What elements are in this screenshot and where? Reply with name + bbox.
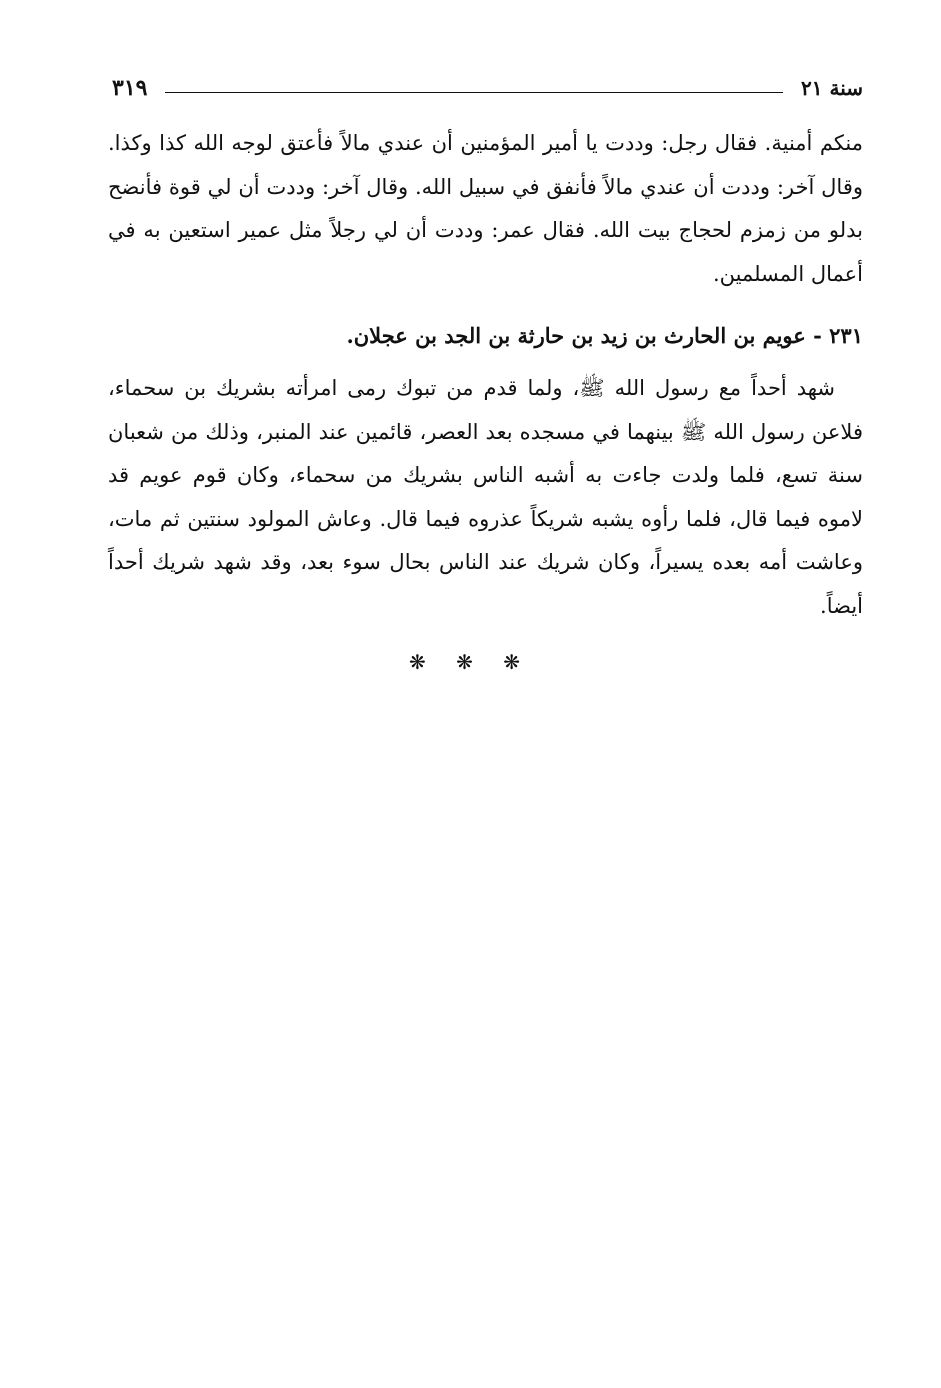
entry-heading: ٢٣١ - عويم بن الحارث بن زيد بن حارثة بن الجد بن عجلان. (346, 323, 863, 348)
entry-paragraph-block (108, 367, 863, 628)
running-header (112, 70, 863, 106)
header-year-label: سنة ٢١ (801, 76, 863, 100)
entry-paragraph: شهد أحداً مع رسول الله ﷺ، ولما قدم من تبوك رمى امرأته بشريك بن سحماء، فلاعن رسول الله ﷺ بينهما في مسجده بعد العصر، قائمين عند المنبر، وذلك من شعبان سنة تسع، فلما ولدت جاءت به أشبه الناس بشريك من سحماء، وكان قوم عويم قد لاموه فيما قال، فلما رأوه يشبه شريكاً عذروه فيما قال. وعاش المولود سنتين ثم مات، وعاشت أمه بعده يسيراً، وكان شريك عند الناس بحال سوء بعد، وقد شهد شريك أحداً أيضاً. (108, 376, 863, 618)
continued-paragraph-block (108, 122, 863, 296)
header-rule (165, 92, 783, 93)
paragraph-continued: منكم أمنية. فقال رجل: وددت يا أمير المؤمنين أن عندي مالاً فأعتق لوجه الله كذا وكذا. وقال آخر: وددت أن عندي مالاً فأنفق في سبيل الله. وقال آخر: وددت أن لي قوة فأنضح بدلو من زمزم لحجاج بيت الله. فقال عمر: وددت أن لي رجلاً مثل عمير استعين به في أعمال المسلمين. (108, 131, 864, 286)
page-number: ٣١٩ (112, 75, 148, 101)
section-separator: ❋ ❋ ❋ (409, 650, 532, 674)
